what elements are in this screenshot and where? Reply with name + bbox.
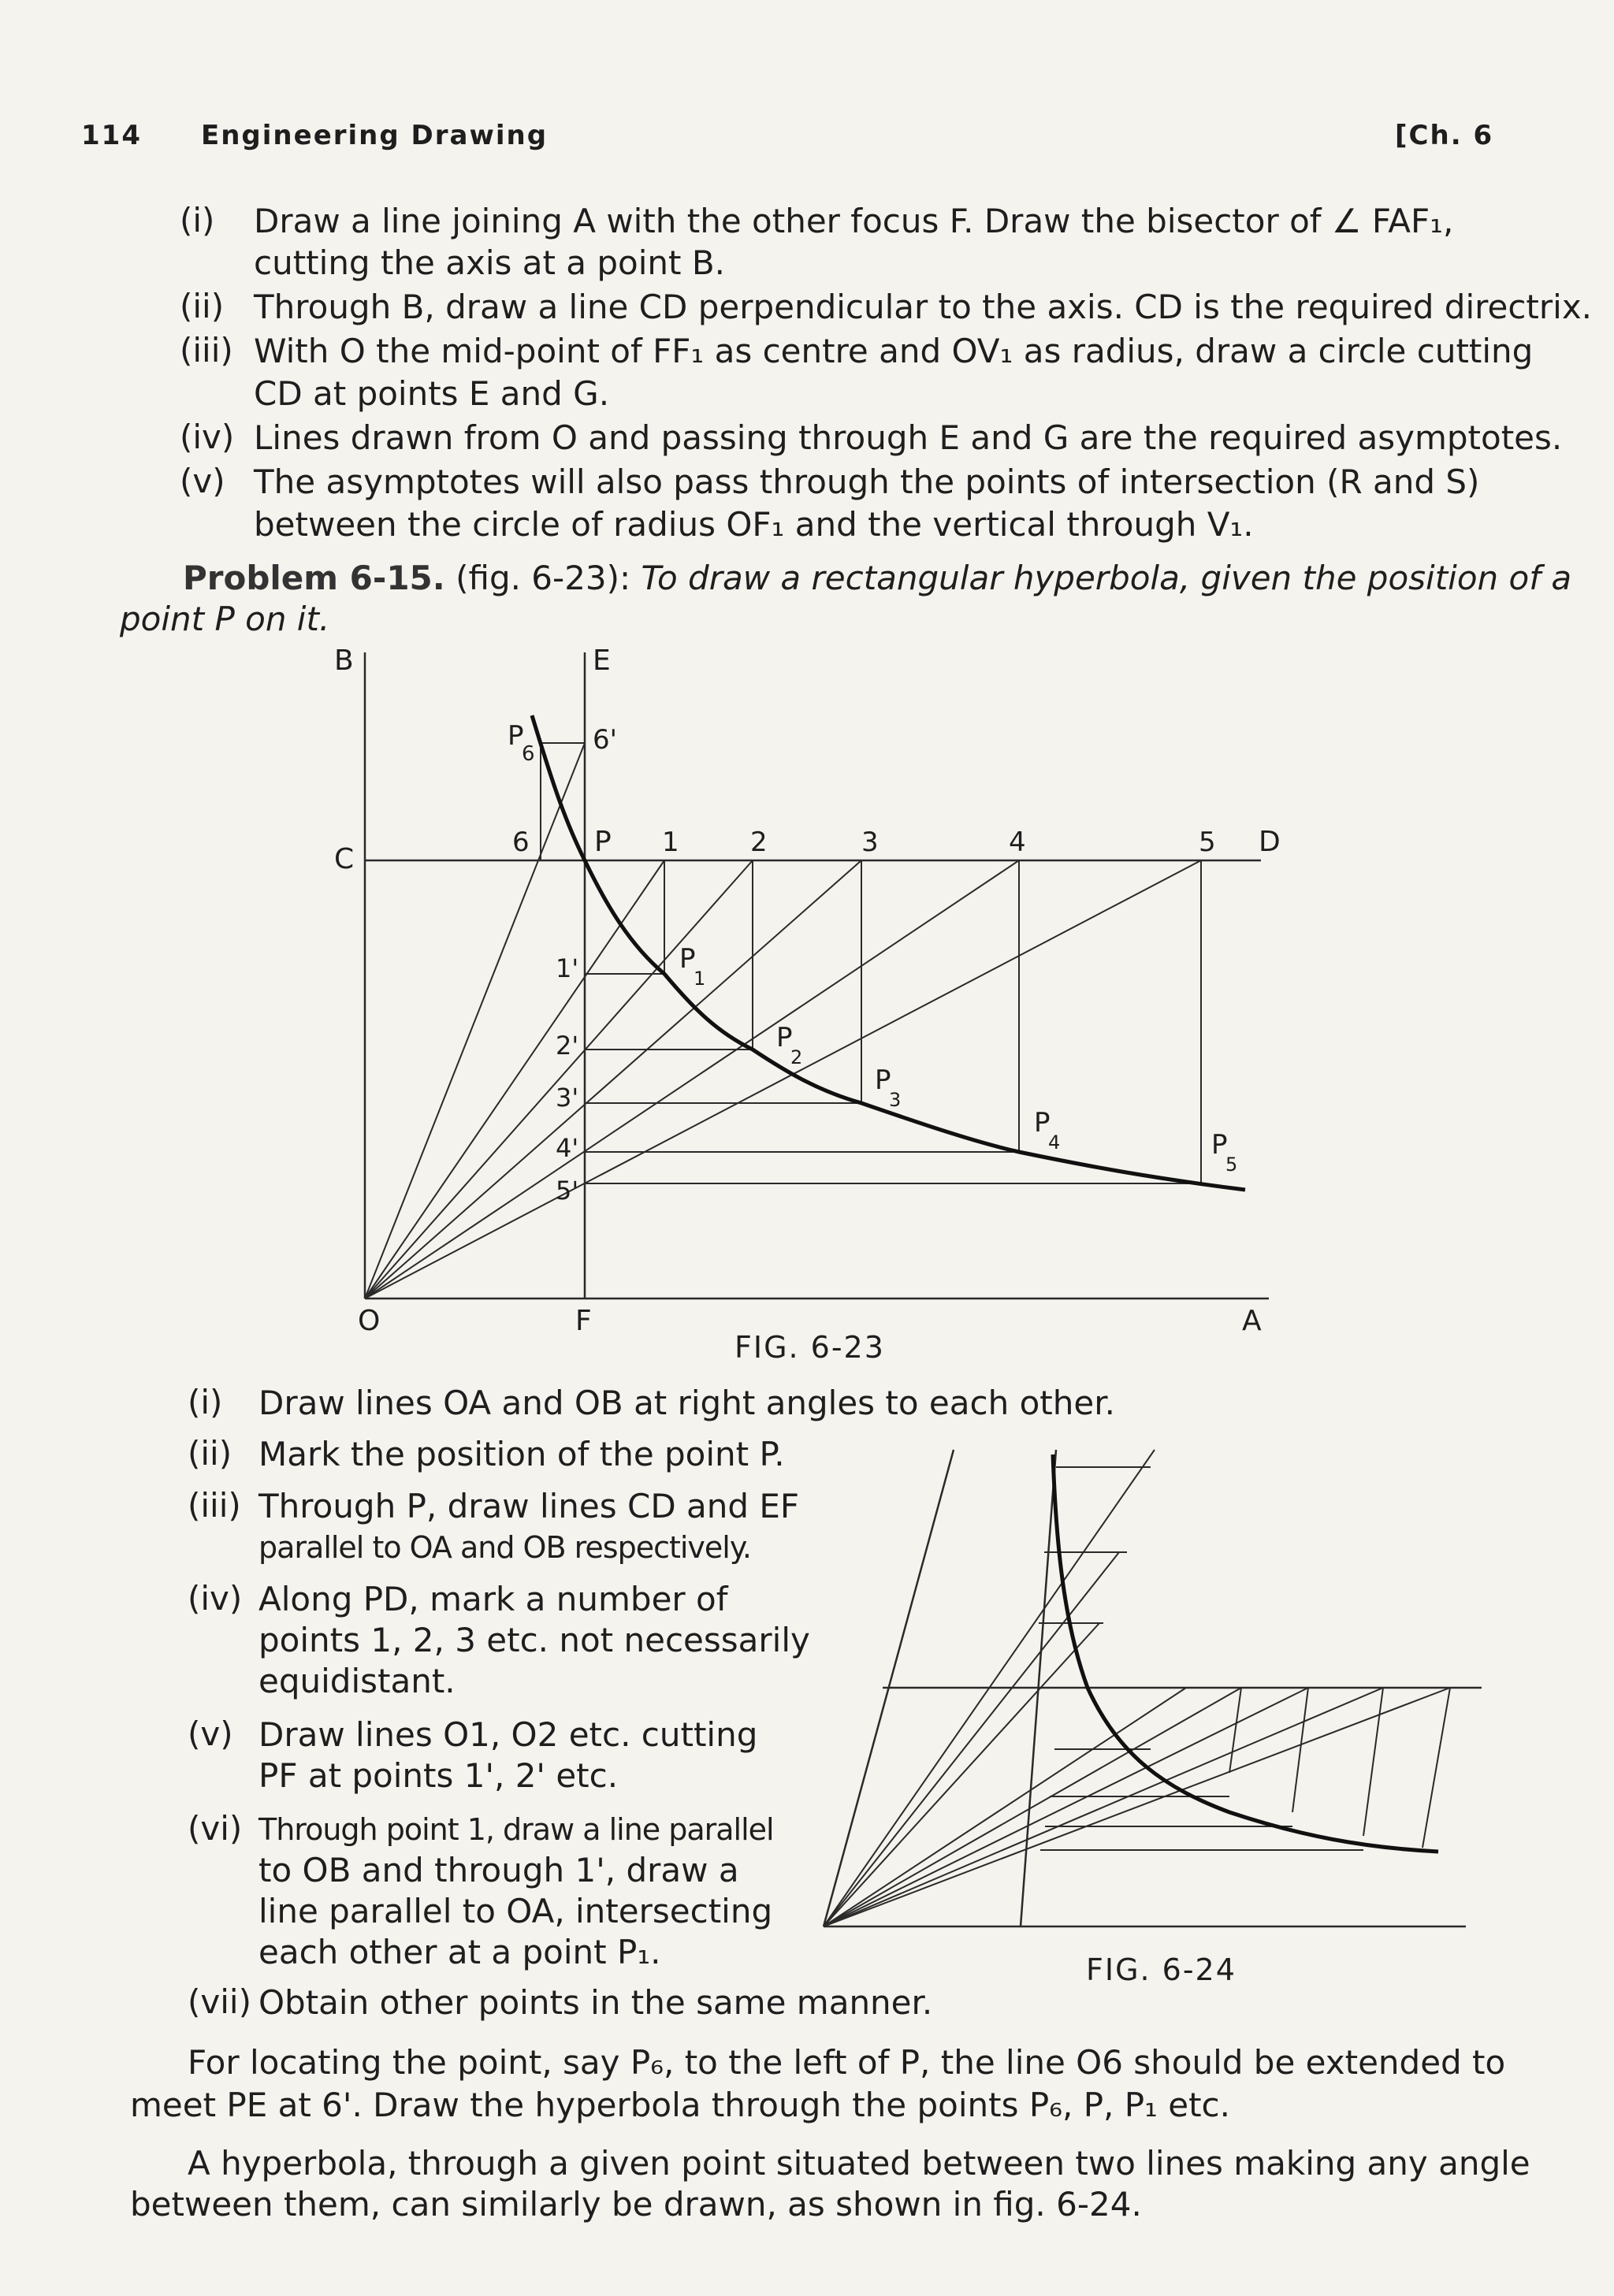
step-text: Draw lines O1, O2 etc. cutting — [258, 1715, 758, 1754]
paragraph-2-line-1: A hyperbola, through a given point situated between two lines making any angle — [188, 2144, 1530, 2183]
curve-point-p5: P — [1211, 1129, 1228, 1161]
curve-point-p4-sub: 4 — [1048, 1131, 1061, 1154]
label-6: 6 — [512, 827, 530, 858]
curve-point-p2-sub: 2 — [790, 1046, 803, 1068]
step-text: to OB and through 1', draw a — [258, 1851, 739, 1889]
fig24-radial-3 — [824, 1688, 1383, 1926]
step-text: each other at a point P₁. — [258, 1933, 661, 1971]
step-number: (i) — [180, 201, 215, 240]
label-o: O — [358, 1305, 381, 1337]
step-text: Through B, draw a line CD perpendicular to the axis. CD is the required directrix. — [254, 288, 1593, 326]
step-text: Through point 1, draw a line parallel — [258, 1812, 774, 1847]
step-number: (ii) — [180, 287, 225, 325]
step-text: Draw lines OA and OB at right angles to each other. — [258, 1384, 1115, 1422]
top-point-5: 5 — [1199, 827, 1216, 858]
step-text: Through P, draw lines CD and EF — [258, 1487, 800, 1525]
book-title: Engineering Drawing — [201, 120, 549, 151]
step-number: (iii) — [180, 331, 233, 370]
figure-6-23-caption: FIG. 6-23 — [734, 1330, 885, 1365]
fig24-radial-2 — [824, 1688, 1308, 1926]
label-p6: P — [508, 720, 524, 752]
primed-1: 1' — [556, 953, 579, 983]
step-text: cutting the axis at a point B. — [254, 243, 725, 282]
paragraph-1-line-2: meet PE at 6'. Draw the hyperbola through the points P₆, P, P₁ etc. — [130, 2086, 1230, 2124]
step-text: Draw a line joining A with the other focus F. Draw the bisector of ∠ FAF₁, — [254, 202, 1454, 240]
curve-point-p3: P — [875, 1064, 891, 1096]
chapter-label: [Ch. 6 — [1395, 120, 1494, 151]
step-number: (iv) — [180, 418, 235, 456]
step-text: line parallel to OA, intersecting — [258, 1892, 773, 1930]
problem-ref: (fig. 6-23): — [456, 559, 631, 597]
step-number: (v) — [188, 1715, 233, 1753]
step-text: CD at points E and G. — [254, 374, 610, 413]
top-point-2: 2 — [750, 827, 768, 858]
step-number: (vi) — [188, 1809, 243, 1848]
curve-point-p1: P — [679, 943, 696, 975]
step-text: equidistant. — [258, 1662, 456, 1700]
problem-text-cont: point P on it. — [120, 600, 330, 638]
fig24-radial-1 — [824, 1688, 1241, 1926]
label-6-prime: 6' — [593, 724, 617, 756]
fig24-slant-1 — [1229, 1688, 1241, 1773]
primed-2: 2' — [556, 1031, 579, 1061]
step-text: With O the mid-point of FF₁ as centre and OV₁ as radius, draw a circle cutting — [254, 332, 1534, 370]
label-p: P — [594, 826, 612, 858]
page-number: 114 — [81, 120, 142, 151]
primed-3: 3' — [556, 1083, 579, 1113]
top-point-4: 4 — [1009, 827, 1026, 858]
label-d: D — [1259, 826, 1281, 858]
label-p6-sub: 6 — [522, 742, 535, 766]
step-number: (iii) — [188, 1486, 241, 1525]
curve-point-p3-sub: 3 — [889, 1089, 902, 1111]
top-point-1: 1 — [662, 827, 679, 858]
step-text: between the circle of radius OF₁ and the vertical through V₁. — [254, 505, 1254, 544]
label-e: E — [593, 645, 611, 677]
step-number: (i) — [188, 1383, 223, 1421]
curve-point-p1-sub: 1 — [694, 968, 706, 990]
step-text: points 1, 2, 3 etc. not necessarily — [258, 1621, 810, 1659]
figure-6-24-caption: FIG. 6-24 — [1086, 1952, 1237, 1987]
curve-point-p2: P — [776, 1022, 793, 1053]
step-number: (iv) — [188, 1579, 243, 1618]
step-number: (vii) — [188, 1982, 251, 2021]
step-number: (v) — [180, 462, 225, 500]
curve-point-p4: P — [1034, 1107, 1051, 1139]
top-point-3: 3 — [861, 827, 879, 858]
primed-4: 4' — [556, 1133, 579, 1163]
paragraph-2-line-2: between them, can similarly be drawn, as shown in fig. 6-24. — [130, 2185, 1142, 2224]
step-text: Mark the position of the point P. — [258, 1435, 785, 1473]
paragraph-1-line-1: For locating the point, say P₆, to the left of P, the line O6 should be extended to — [188, 2043, 1506, 2082]
curve-point-p5-sub: 5 — [1225, 1154, 1238, 1176]
label-f: F — [575, 1305, 592, 1337]
label-a: A — [1242, 1305, 1262, 1337]
step-text: The asymptotes will also pass through the points of intersection (R and S) — [254, 463, 1480, 501]
fig24-slant-3 — [1363, 1688, 1383, 1836]
step-text: Lines drawn from O and passing through E and G are the required asymptotes. — [254, 418, 1563, 457]
primed-5: 5' — [556, 1176, 579, 1206]
step-text: parallel to OA and OB respectively. — [258, 1530, 752, 1565]
fig24-slant-4 — [1422, 1688, 1450, 1848]
step-text: Obtain other points in the same manner. — [258, 1983, 933, 2022]
step-text: PF at points 1', 2' etc. — [258, 1756, 619, 1795]
problem-label: Problem 6-15. — [183, 559, 445, 597]
problem-text: To draw a rectangular hyperbola, given the position of a — [641, 559, 1572, 597]
step-number: (ii) — [188, 1434, 232, 1473]
label-c: C — [334, 843, 355, 875]
step-text: Along PD, mark a number of — [258, 1580, 728, 1618]
fig24-slant-2 — [1292, 1688, 1308, 1812]
label-b: B — [334, 645, 354, 677]
